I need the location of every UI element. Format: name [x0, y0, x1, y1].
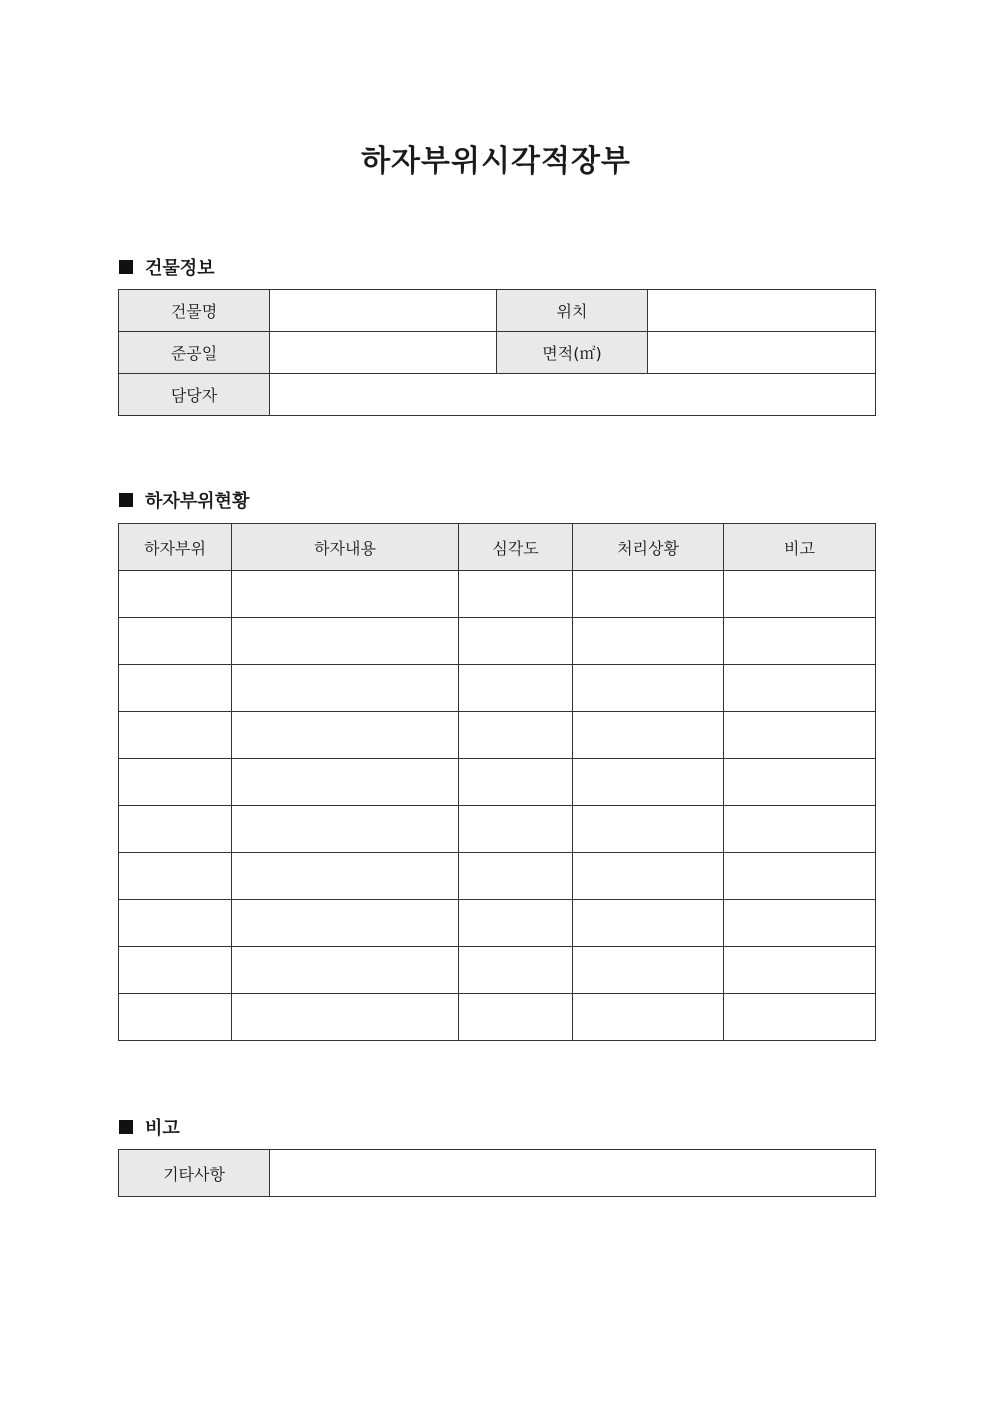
remarks-cell[interactable]	[724, 618, 876, 665]
severity-cell[interactable]	[459, 665, 573, 712]
area-label: 면적(㎡)	[497, 332, 648, 374]
completion-date-field[interactable]	[270, 332, 497, 374]
column-header-defect-area: 하자부위	[119, 524, 232, 571]
building-info-heading	[119, 254, 215, 280]
table-row	[119, 618, 876, 665]
status-cell[interactable]	[573, 618, 724, 665]
severity-cell[interactable]	[459, 900, 573, 947]
table-row	[119, 994, 876, 1041]
building-name-field[interactable]	[270, 290, 497, 332]
status-cell[interactable]	[573, 759, 724, 806]
status-cell[interactable]	[573, 806, 724, 853]
building-row-2	[119, 332, 876, 374]
severity-cell[interactable]	[459, 853, 573, 900]
defect-content-cell[interactable]	[232, 759, 459, 806]
status-cell[interactable]	[573, 665, 724, 712]
building-info-heading-text: 건물정보	[145, 258, 215, 279]
table-row	[119, 900, 876, 947]
defect-area-cell[interactable]	[119, 618, 232, 665]
table-row	[119, 665, 876, 712]
table-row	[119, 806, 876, 853]
table-row	[119, 571, 876, 618]
severity-cell[interactable]	[459, 806, 573, 853]
defect-area-cell[interactable]	[119, 571, 232, 618]
remarks-heading-text: 비고	[145, 1118, 180, 1139]
severity-cell[interactable]	[459, 618, 573, 665]
defect-area-cell[interactable]	[119, 759, 232, 806]
remarks-cell[interactable]	[724, 947, 876, 994]
defect-content-cell[interactable]	[232, 618, 459, 665]
remarks-cell[interactable]	[724, 712, 876, 759]
status-cell[interactable]	[573, 994, 724, 1041]
black-square-icon	[119, 260, 133, 274]
status-cell[interactable]	[573, 900, 724, 947]
building-info-table	[118, 289, 876, 416]
defect-status-heading-text: 하자부위현황	[145, 491, 250, 512]
defect-content-cell[interactable]	[232, 994, 459, 1041]
black-square-icon	[119, 493, 133, 507]
severity-cell[interactable]	[459, 759, 573, 806]
building-row-3	[119, 374, 876, 416]
table-row	[119, 947, 876, 994]
defect-content-cell[interactable]	[232, 900, 459, 947]
remarks-cell[interactable]	[724, 853, 876, 900]
other-notes-label: 기타사항	[119, 1150, 270, 1197]
status-cell[interactable]	[573, 853, 724, 900]
status-cell[interactable]	[573, 947, 724, 994]
column-header-remarks: 비고	[724, 524, 876, 571]
defect-content-cell[interactable]	[232, 712, 459, 759]
remarks-cell[interactable]	[724, 571, 876, 618]
defect-content-cell[interactable]	[232, 665, 459, 712]
defect-area-cell[interactable]	[119, 853, 232, 900]
manager-field[interactable]	[270, 374, 876, 416]
remarks-cell[interactable]	[724, 994, 876, 1041]
remarks-row	[119, 1150, 876, 1197]
defect-status-heading	[119, 487, 249, 513]
remarks-cell[interactable]	[724, 759, 876, 806]
defect-content-cell[interactable]	[232, 571, 459, 618]
severity-cell[interactable]	[459, 947, 573, 994]
defect-area-cell[interactable]	[119, 665, 232, 712]
defect-content-cell[interactable]	[232, 853, 459, 900]
remarks-cell[interactable]	[724, 665, 876, 712]
building-name-label: 건물명	[119, 290, 270, 332]
defect-content-cell[interactable]	[232, 947, 459, 994]
remarks-heading	[119, 1114, 180, 1140]
defect-status-table	[118, 523, 876, 1041]
severity-cell[interactable]	[459, 712, 573, 759]
column-header-status: 처리상황	[573, 524, 724, 571]
table-row	[119, 853, 876, 900]
table-row	[119, 712, 876, 759]
status-cell[interactable]	[573, 712, 724, 759]
severity-cell[interactable]	[459, 994, 573, 1041]
completion-date-label: 준공일	[119, 332, 270, 374]
status-cell[interactable]	[573, 571, 724, 618]
remarks-table	[118, 1149, 876, 1197]
area-field[interactable]	[648, 332, 876, 374]
defect-area-cell[interactable]	[119, 712, 232, 759]
defect-area-cell[interactable]	[119, 994, 232, 1041]
black-square-icon	[119, 1120, 133, 1134]
column-header-severity: 심각도	[459, 524, 573, 571]
page-title: 하자부위시각적장부	[361, 144, 631, 179]
table-row	[119, 759, 876, 806]
defect-area-cell[interactable]	[119, 947, 232, 994]
defect-content-cell[interactable]	[232, 806, 459, 853]
column-header-defect-content: 하자내용	[232, 524, 459, 571]
defect-table-header	[119, 524, 876, 571]
other-notes-field[interactable]	[270, 1150, 876, 1197]
remarks-cell[interactable]	[724, 900, 876, 947]
remarks-cell[interactable]	[724, 806, 876, 853]
location-field[interactable]	[648, 290, 876, 332]
severity-cell[interactable]	[459, 571, 573, 618]
defect-area-cell[interactable]	[119, 806, 232, 853]
defect-area-cell[interactable]	[119, 900, 232, 947]
location-label: 위치	[497, 290, 648, 332]
manager-label: 담당자	[119, 374, 270, 416]
building-row-1	[119, 290, 876, 332]
